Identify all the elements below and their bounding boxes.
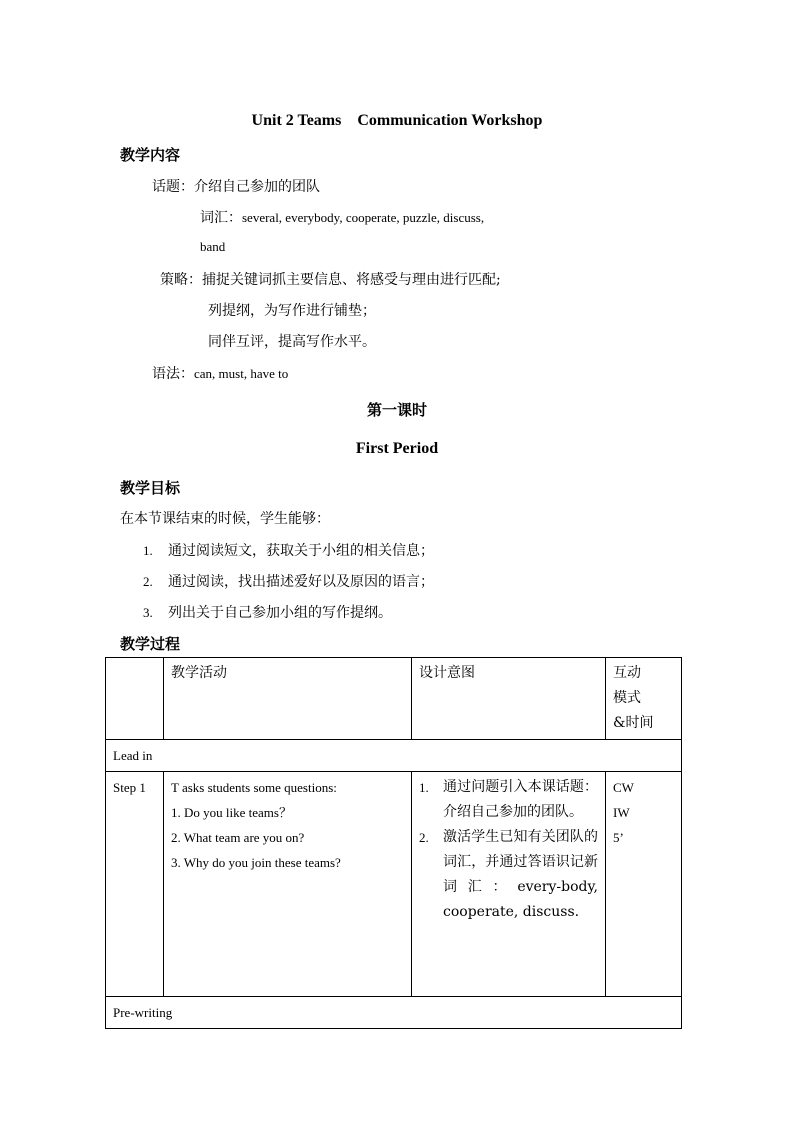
step1-label: Step 1 [106, 772, 164, 997]
objective-item [143, 571, 434, 591]
table-header-row [106, 658, 682, 740]
objectives-intro: 在本节课结束的时候，学生能够： [120, 511, 330, 527]
activity-line: 3. Why do you join these teams? [171, 855, 341, 870]
intention-num: 1. [419, 780, 429, 795]
strategy-text-2: 列提纲，为写作进行铺垫； [208, 303, 376, 319]
strategy-text-1: 捕捉关键词抓主要信息、将感受与理由进行匹配; [202, 272, 501, 288]
header-mode [606, 658, 682, 740]
vocab-line-2: band [200, 239, 226, 254]
step1-intention [412, 772, 606, 997]
header-activity: 教学活动 [164, 658, 412, 740]
step1-activity [164, 772, 412, 997]
topic-label: 话题： [152, 179, 194, 195]
header-intention: 设计意图 [412, 658, 606, 740]
intention-text: 通过问题引入本课话题：介绍自己参加的团队。 [443, 779, 598, 820]
document-title: Unit 2 Teams Communication Workshop [251, 112, 543, 129]
vocab-text: several, everybody, cooperate, puzzle, discuss, [242, 210, 485, 225]
grammar-text: can, must, have to [194, 366, 289, 381]
header-mode-line: &时间 [613, 715, 654, 731]
intention-item [419, 825, 598, 925]
mode-line: IW [613, 805, 630, 820]
process-table [105, 657, 682, 1029]
topic-text: 介绍自己参加的团队 [194, 179, 320, 195]
strategy-line-1 [160, 269, 501, 289]
header-mode-line: 互动 [613, 665, 641, 681]
lead-in-cell: Lead in [106, 740, 682, 772]
activity-line: T asks students some questions: [171, 780, 337, 795]
objective-num: 1. [143, 543, 153, 558]
pre-writing-row [106, 997, 682, 1029]
objective-text: 通过阅读，找出描述爱好以及原因的语言； [168, 574, 434, 590]
strategy-label: 策略： [160, 272, 202, 288]
activity-line: 2. What team are you on? [171, 830, 305, 845]
step1-mode [606, 772, 682, 997]
step1-row [106, 772, 682, 997]
objective-item [143, 602, 392, 622]
lead-in-row [106, 740, 682, 772]
header-mode-line: 模式 [613, 690, 641, 706]
intention-num: 2. [419, 830, 429, 845]
period-en: First Period [355, 440, 439, 457]
activity-line: 1. Do you like teams？ [171, 805, 292, 820]
process-heading: 教学过程 [120, 635, 181, 653]
objective-num: 3. [143, 605, 153, 620]
grammar-line [152, 363, 288, 383]
pre-writing-cell: Pre-writing [106, 997, 682, 1029]
content-heading: 教学内容 [120, 146, 181, 164]
objective-item [143, 540, 434, 560]
vocab-label: 词汇： [200, 210, 242, 226]
objectives-heading: 教学目标 [120, 479, 181, 497]
topic-line [152, 176, 320, 196]
grammar-label: 语法： [152, 366, 194, 382]
mode-line: 5’ [613, 830, 624, 845]
vocab-line [200, 207, 484, 227]
intention-text: 激活学生已知有关团队的词汇，并通过答语识记新词汇：every-body, cooperate, discuss. [443, 829, 598, 920]
objective-num: 2. [143, 574, 153, 589]
mode-line: CW [613, 780, 634, 795]
strategy-text-3: 同伴互评，提高写作水平。 [208, 334, 376, 350]
period-cn: 第一课时 [366, 401, 427, 419]
objective-text: 列出关于自己参加小组的写作提纲。 [168, 605, 392, 621]
header-empty-cell [106, 658, 164, 740]
objective-text: 通过阅读短文，获取关于小组的相关信息； [168, 543, 434, 559]
intention-item [419, 775, 598, 825]
